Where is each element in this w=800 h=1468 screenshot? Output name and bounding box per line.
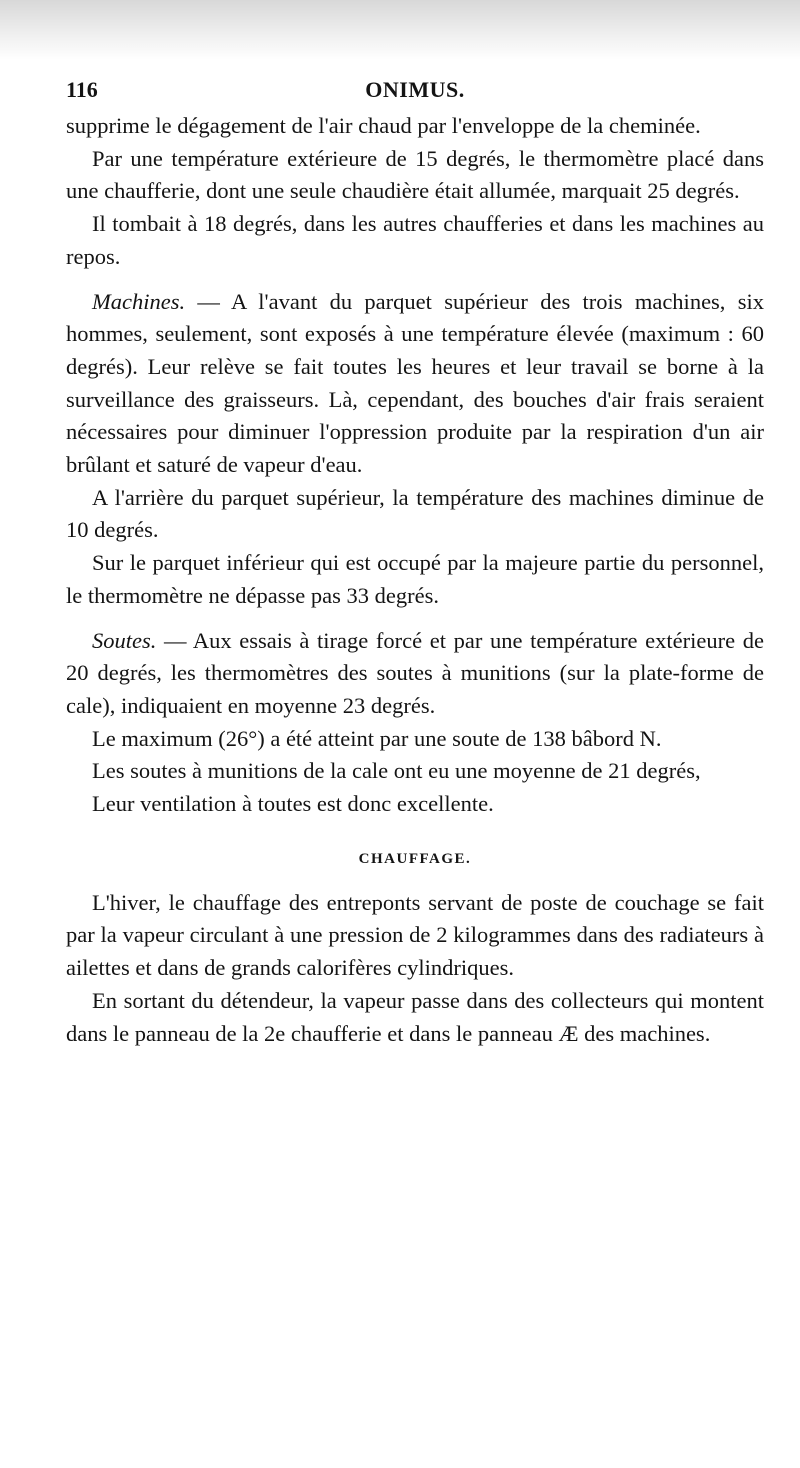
running-title: ONIMUS. [365, 77, 465, 102]
machines-text: — A l'avant du parquet supérieur des trois machines, six hommes, seulement, sont exposés à une température élevée (maximum : 60 degrés). Leur relève se fait toutes les heures et leur travail se borne à la surveillance des graisseurs. Là, cependant, des bouches d'air frais seraient nécessaires pour diminuer l'oppression produite par la respiration d'un air brûlant et saturé de vapeur d'eau. [66, 288, 764, 478]
running-header [66, 70, 764, 110]
section-heading-chauffage: CHAUFFAGE. [358, 850, 472, 867]
paragraph-other-chaufferies: Il tombait à 18 degrés, dans les autres chaufferies et dans les machines au repos. [66, 211, 764, 269]
paragraph-machines-inferieur: Sur le parquet inférieur qui est occupé par la majeure partie du personnel, le thermomètre ne dépasse pas 33 degrés. [66, 550, 764, 608]
page-number: 116 [66, 77, 98, 102]
book-page [66, 70, 764, 1050]
soutes-lead: Soutes. [92, 627, 157, 653]
paragraph-soutes [66, 625, 764, 723]
soutes-text: — Aux essais à tirage forcé et par une température extérieure de 20 degrés, les thermomètres des soutes à munitions (sur la plate-forme de cale), indiquaient en moyenne 23 degrés. [66, 627, 764, 718]
paragraph-machines [66, 286, 764, 482]
paragraph-chauffage-hiver: L'hiver, le chauffage des entreponts servant de poste de couchage se fait par la vapeur circulant à une pression de 2 kilogrammes dans des radiateurs à ailettes et dans de grands calorifères cylindriques. [66, 889, 764, 981]
machines-lead: Machines. [92, 288, 186, 314]
paragraph-chauffage-detendeur: En sortant du détendeur, la vapeur passe dans des collecteurs qui montent dans le panneau de la 2e chaufferie et dans le panneau Æ des machines. [66, 987, 764, 1046]
paragraph-soutes-cale: Les soutes à munitions de la cale ont eu une moyenne de 21 degrés, [92, 758, 701, 784]
paragraph-soutes-maximum: Le maximum (26°) a été atteint par une soute de 138 bâbord N. [92, 725, 662, 751]
paragraph-soutes-ventilation: Leur ventilation à toutes est donc excellente. [92, 791, 494, 817]
paragraph-chaufferie-temperature: Par une température extérieure de 15 degrés, le thermomètre placé dans une chaufferie, dont une seule chaudière était allumée, marquait 25 degrés. [66, 145, 764, 204]
scan-top-shading [0, 0, 800, 60]
paragraph-continuation: supprime le dégagement de l'air chaud par l'enveloppe de la cheminée. [66, 113, 701, 138]
paragraph-machines-arriere: A l'arrière du parquet supérieur, la température des machines diminue de 10 degrés. [66, 484, 764, 543]
